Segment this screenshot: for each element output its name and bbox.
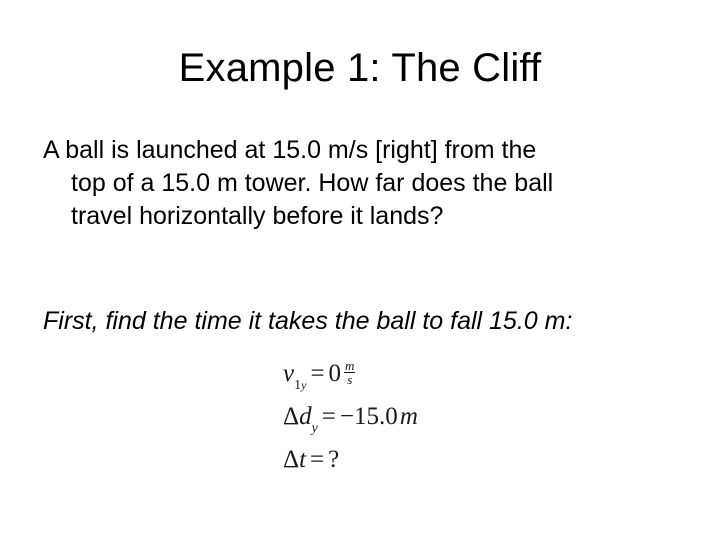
eq2-unit: m <box>399 403 418 430</box>
equation-time <box>283 445 339 475</box>
eq1-unit-denominator: s <box>347 371 353 387</box>
problem-line-1: A ball is launched at 15.0 m/s [right] from the <box>43 136 537 164</box>
eq3-delta: Δ <box>283 446 300 473</box>
equation-initial-velocity <box>283 359 355 393</box>
eq2-value: −15.0 <box>339 403 398 430</box>
eq3-value: ? <box>328 446 340 473</box>
eq1-subscript: 1 <box>294 378 302 393</box>
eq1-subsubscript: y <box>301 378 307 392</box>
eq2-subscript: y <box>311 421 318 436</box>
problem-line-3: travel horizontally before it lands? <box>71 202 444 230</box>
eq2-delta: Δ <box>283 403 300 430</box>
eq2-symbol: d <box>299 403 312 430</box>
eq1-unit-numerator: m <box>345 357 355 373</box>
eq3-operator: = <box>310 446 325 473</box>
problem-statement <box>43 134 683 233</box>
equation-displacement <box>283 402 418 436</box>
eq1-operator: = <box>310 360 325 387</box>
eq1-unit-fraction <box>344 359 355 386</box>
eq2-operator: = <box>321 403 336 430</box>
eq3-symbol: t <box>299 446 307 473</box>
slide-title: Example 1: The Cliff <box>178 46 542 90</box>
step-instruction: First, find the time it takes the ball to fall 15.0 m: <box>43 307 573 335</box>
equation-block <box>283 353 503 493</box>
eq1-value: 0 <box>328 360 342 387</box>
eq1-symbol: v <box>283 360 295 387</box>
problem-line-2: top of a 15.0 m tower. How far does the ball <box>71 169 554 197</box>
